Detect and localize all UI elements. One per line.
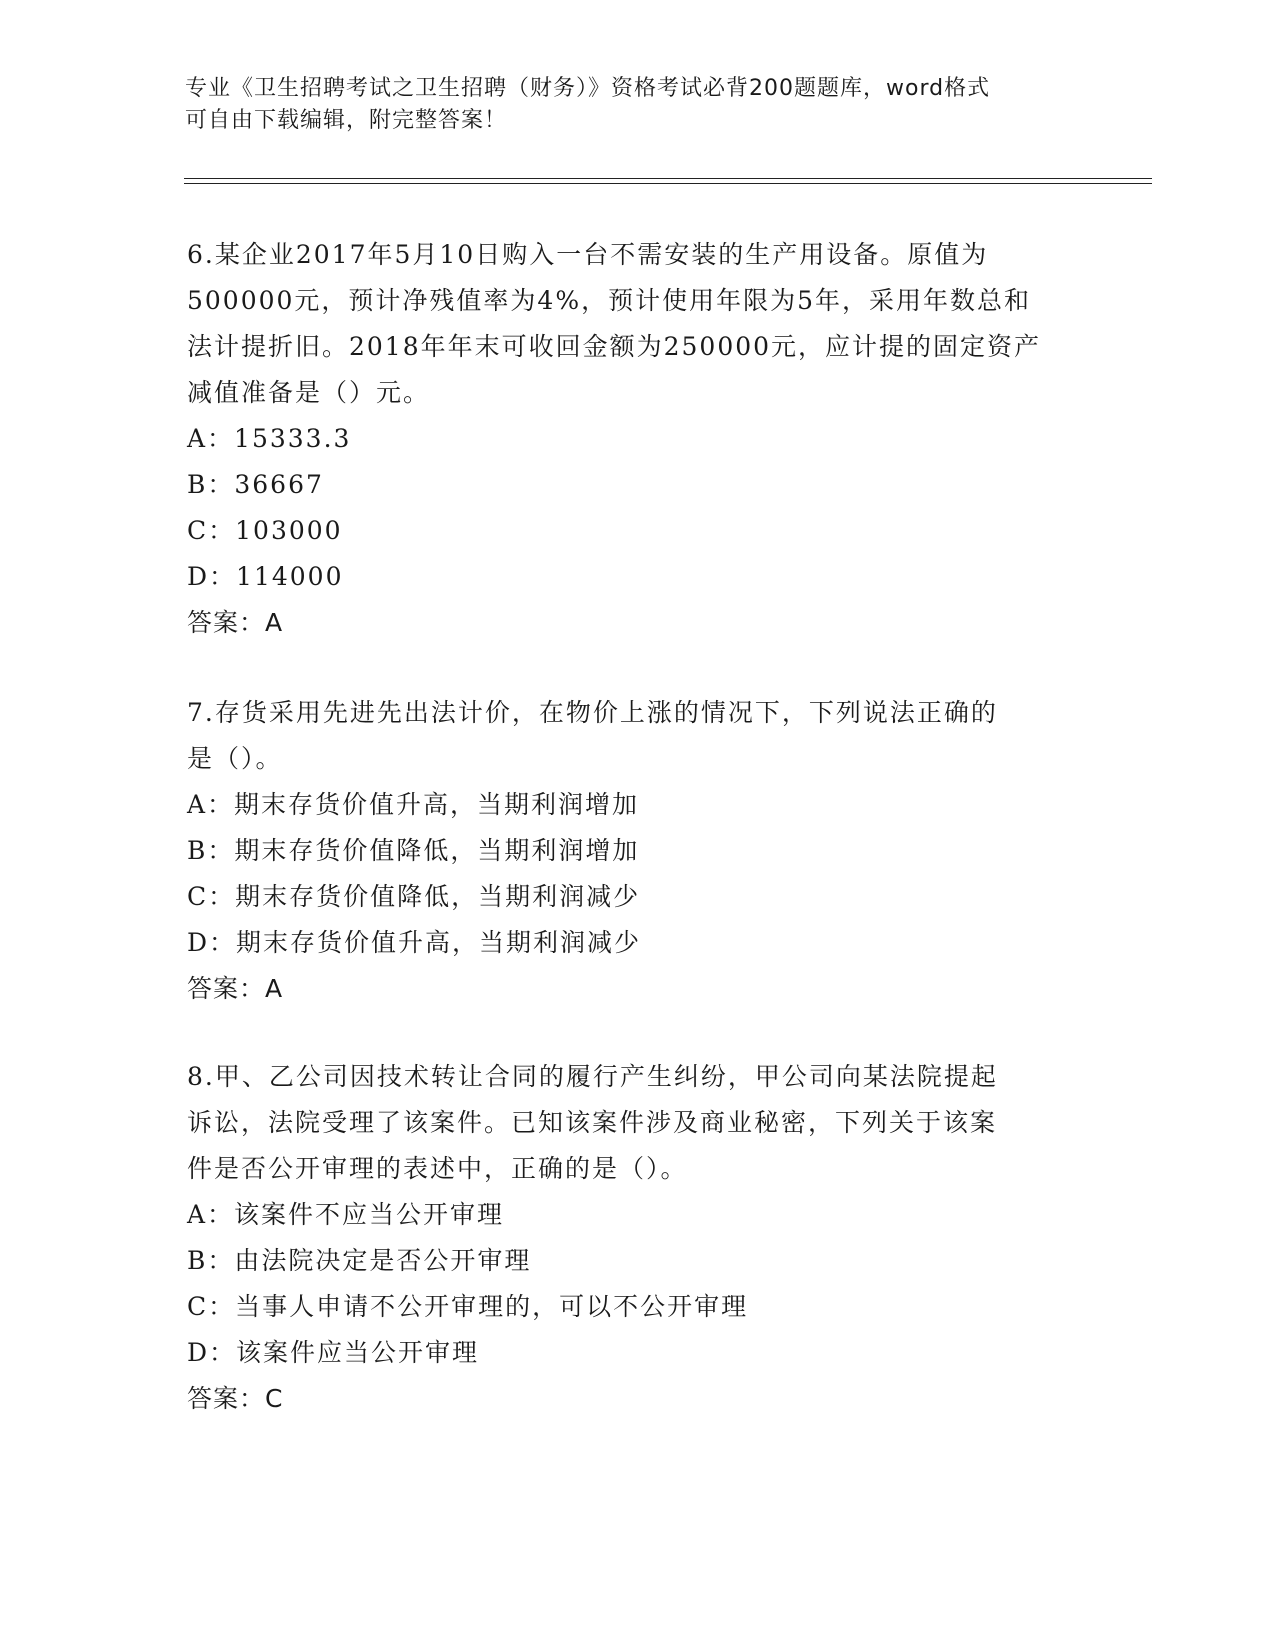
option-a: A：期末存货价值升高，当期利润增加 (187, 790, 640, 819)
stem-line: 500000元，预计净残值率为4%，预计使用年限为5年，采用年数总和 (187, 286, 1032, 315)
option-b: B：期末存货价值降低，当期利润增加 (187, 836, 640, 865)
header-divider (184, 178, 1152, 184)
question-stem (187, 1054, 1087, 1192)
option-c: C：当事人申请不公开审理的，可以不公开审理 (187, 1292, 749, 1321)
stem-line: 8.甲、乙公司因技术转让合同的履行产生纠纷，甲公司向某法院提起 (187, 1062, 998, 1091)
option-d: D：该案件应当公开审理 (187, 1338, 480, 1367)
option-b: B：36667 (187, 470, 324, 499)
stem-line: 法计提折旧。2018年年末可收回金额为250000元，应计提的固定资产 (187, 332, 1042, 361)
option-d: D：期末存货价值升高，当期利润减少 (187, 928, 642, 957)
option-a: A：该案件不应当公开审理 (187, 1200, 505, 1229)
question-stem (187, 232, 1087, 416)
option-b: B：由法院决定是否公开审理 (187, 1246, 532, 1275)
answer-line: 答案：A (187, 608, 284, 637)
answer-line: 答案：C (187, 1384, 284, 1413)
stem-line: 6.某企业2017年5月10日购入一台不需安装的生产用设备。原值为 (187, 240, 989, 269)
stem-line: 7.存货采用先进先出法计价，在物价上涨的情况下，下列说法正确的 (187, 698, 998, 727)
header-line-1: 专业《卫生招聘考试之卫生招聘（财务）》资格考试必背200题题库，word格式 (185, 76, 991, 101)
stem-line: 减值准备是（）元。 (187, 378, 431, 407)
stem-line: 诉讼，法院受理了该案件。已知该案件涉及商业秘密，下列关于该案 (187, 1108, 998, 1137)
question-block (187, 232, 1087, 646)
header-line-2: 可自由下载编辑，附完整答案！ (185, 108, 508, 133)
question-stem (187, 690, 1087, 782)
document-header (185, 73, 1065, 137)
answer-line: 答案：A (187, 974, 284, 1003)
option-c: C：期末存货价值降低，当期利润减少 (187, 882, 641, 911)
stem-line: 件是否公开审理的表述中，正确的是（）。 (187, 1154, 688, 1183)
stem-line: 是（）。 (187, 744, 283, 773)
option-c: C：103000 (187, 516, 343, 545)
option-a: A：15333.3 (187, 424, 352, 453)
question-block (187, 690, 1087, 1012)
question-block (187, 1054, 1087, 1422)
option-d: D：114000 (187, 562, 344, 591)
